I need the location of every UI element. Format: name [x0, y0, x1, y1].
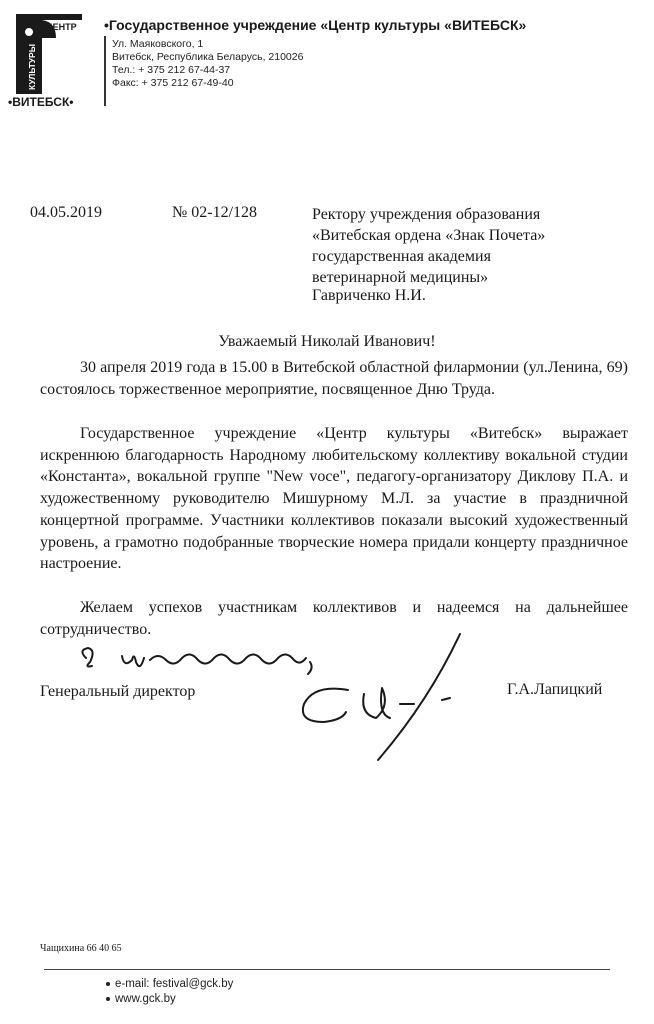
organization-name: •Государственное учреждение «Центр культуры «ВИТЕБСК»	[104, 17, 527, 33]
logo-bottom-text: •ВИТЕБСК•	[8, 95, 74, 109]
addressee-line: Ректору учреждения образования	[312, 206, 541, 223]
letter-date: 04.05.2019	[30, 204, 102, 221]
signer-name: Г.А.Лапицкий	[507, 681, 603, 698]
executor-note: Чащихина 66 40 65	[40, 943, 122, 954]
website-text: www.gck.by	[115, 993, 176, 1005]
logo-side-text: КУЛЬТУРЫ	[27, 43, 37, 90]
salutation: Уважаемый Николай Иванович!	[218, 333, 436, 350]
addressee-line: ветеринарной медицины»	[312, 269, 489, 286]
addressee-block	[312, 204, 545, 288]
phone-number: Тел.: + 375 212 67-44-37	[112, 64, 231, 76]
organization-logo	[8, 10, 94, 110]
body-paragraph: 30 апреля 2019 года в 15.00 в Витебской областной филармонии (ул.Ленина, 69) состоялось торжественное мероприятие, посвященное Дню Труда.	[40, 359, 628, 398]
bullet-icon	[106, 982, 110, 986]
addressee-name: Гавриченко Н.И.	[312, 287, 426, 304]
addressee-line: государственная академия	[312, 248, 491, 265]
signer-title: Генеральный директор	[40, 683, 196, 700]
footer-email	[106, 978, 233, 990]
addressee-line: «Витебская ордена «Знак Почета»	[312, 227, 546, 244]
logo-top-text: ЦЕНТР	[46, 22, 77, 32]
address-street: Ул. Маяковского, 1	[112, 38, 204, 50]
fax-number: Факс: + 375 212 67-49-40	[112, 77, 234, 89]
address-city: Витебск, Республика Беларусь, 210026	[112, 51, 304, 63]
footer-divider	[44, 969, 610, 970]
bullet-icon	[106, 997, 110, 1001]
email-text: e-mail: festival@gck.by	[115, 978, 234, 990]
body-paragraph: Желаем успехов участникам коллективов и надеемся на дальнейшее сотрудничество.	[40, 599, 628, 638]
body-paragraph: Государственное учреждение «Центр культуры «Витебск» выражает искреннюю благодарность Народному любительскому коллективу вокальной студии «Константа», вокальной группе "New voce", педагогу-организатору Диклову П.А. и художественному руководителю Мишурному М.Л. за участие в праздничной концертной программе. Участники коллективов показали высокий художественный уровень, а грамотно подобранные творческие номера придали концерту праздничное настроение.	[40, 425, 628, 573]
letter-number: № 02-12/128	[172, 204, 258, 221]
letterhead-divider	[104, 36, 106, 106]
footer-website	[106, 993, 176, 1005]
